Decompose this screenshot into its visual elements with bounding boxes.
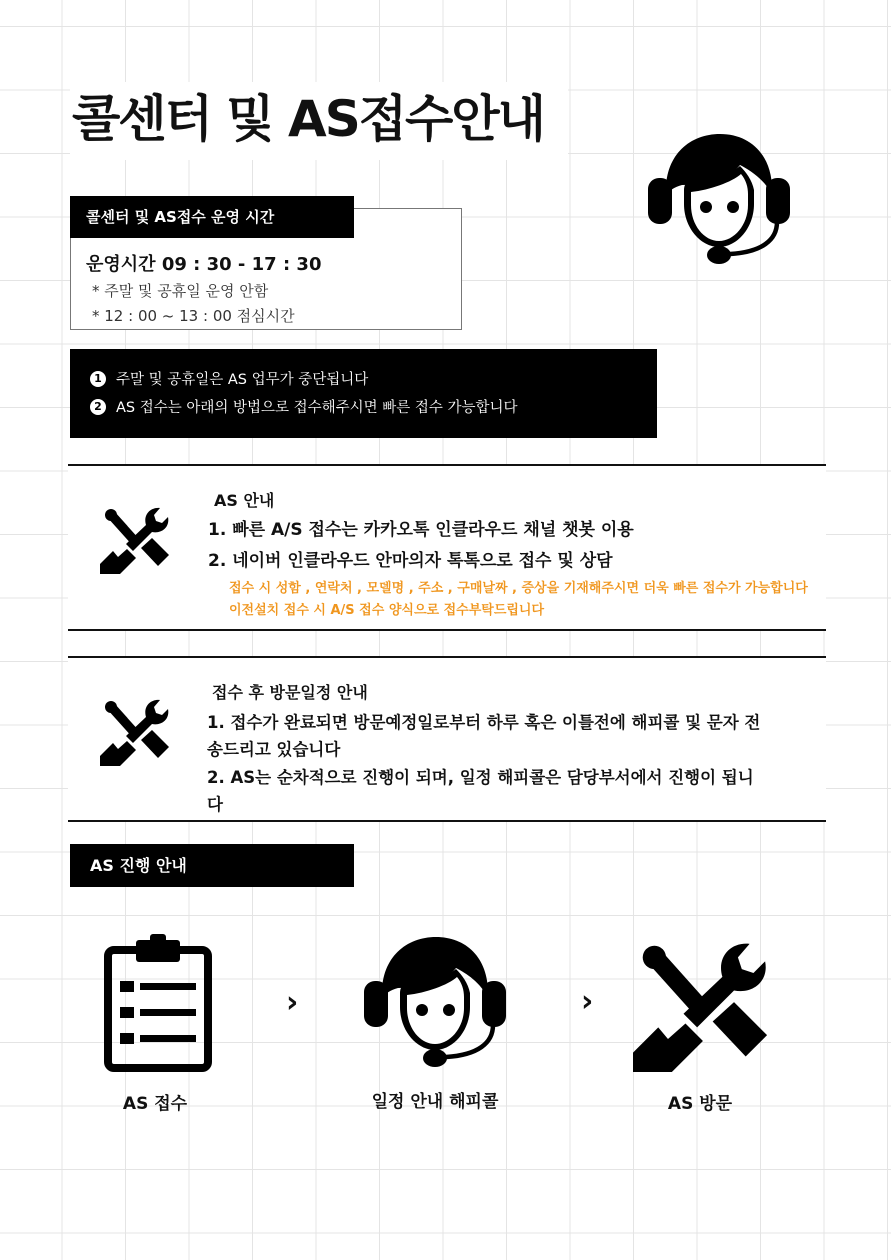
number-badge: 2 [90, 399, 106, 415]
step-label: AS 접수 [122, 1094, 188, 1114]
as-guide-line: 2. 네이버 인클라우드 안마의자 톡톡으로 접수 및 상담 [208, 551, 613, 571]
as-guide-note: 이전설치 접수 시 A/S 접수 양식으로 접수부탁드립니다 [229, 603, 545, 618]
as-guide-heading: AS 안내 [214, 491, 275, 510]
as-guide-note: 접수 시 성함 , 연락처 , 모델명 , 주소 , 구매날짜 , 증상을 기재해주시면 더욱 빠른 접수가 가능합니다 [229, 581, 808, 596]
hours-note-lunch: * 12 : 00 ~ 13 : 00 점심시간 [92, 307, 295, 325]
visit-guide-line: 송드리고 있습니다 [207, 740, 341, 759]
chevron-right-icon: › [581, 984, 594, 1019]
progress-heading: AS 진행 안내 [70, 844, 354, 887]
notice-item [90, 368, 368, 389]
tools-icon [100, 503, 170, 577]
step-label: 일정 안내 해피콜 [371, 1092, 499, 1112]
tools-icon [100, 695, 170, 769]
visit-guide-line: 1. 접수가 완료되면 방문예정일로부터 하루 혹은 이틀전에 해피콜 및 문자 전 [207, 713, 761, 732]
chevron-right-icon: › [286, 985, 299, 1020]
hours-main: 운영시간 09 : 30 - 17 : 30 [86, 254, 322, 275]
notice-text: AS 접수는 아래의 방법으로 접수해주시면 빠른 접수 가능합니다 [116, 400, 518, 416]
hours-heading: 콜센터 및 AS접수 운영 시간 [70, 196, 354, 238]
hours-note-weekend: * 주말 및 공휴일 운영 안함 [92, 282, 269, 300]
visit-guide-line: 2. AS는 순차적으로 진행이 되며, 일정 해피콜은 담당부서에서 진행이 됩니 [207, 768, 754, 787]
as-guide-line: 1. 빠른 A/S 접수는 카카오톡 인클라우드 채널 챗봇 이용 [208, 520, 634, 540]
number-badge: 1 [90, 371, 106, 387]
tools-icon [632, 938, 770, 1074]
notice-text: 주말 및 공휴일은 AS 업무가 중단됩니다 [116, 372, 369, 388]
headset-agent-icon [644, 132, 794, 268]
visit-guide-line: 다 [207, 795, 223, 814]
visit-guide-heading: 접수 후 방문일정 안내 [212, 683, 368, 702]
step-label: AS 방문 [667, 1094, 733, 1114]
notice-box [70, 349, 657, 438]
headset-agent-icon [360, 935, 510, 1071]
page-title: 콜센터 및 AS접수안내 [72, 90, 544, 148]
clipboard-icon [104, 934, 212, 1072]
notice-item [90, 396, 518, 417]
visit-guide-section [68, 656, 826, 822]
